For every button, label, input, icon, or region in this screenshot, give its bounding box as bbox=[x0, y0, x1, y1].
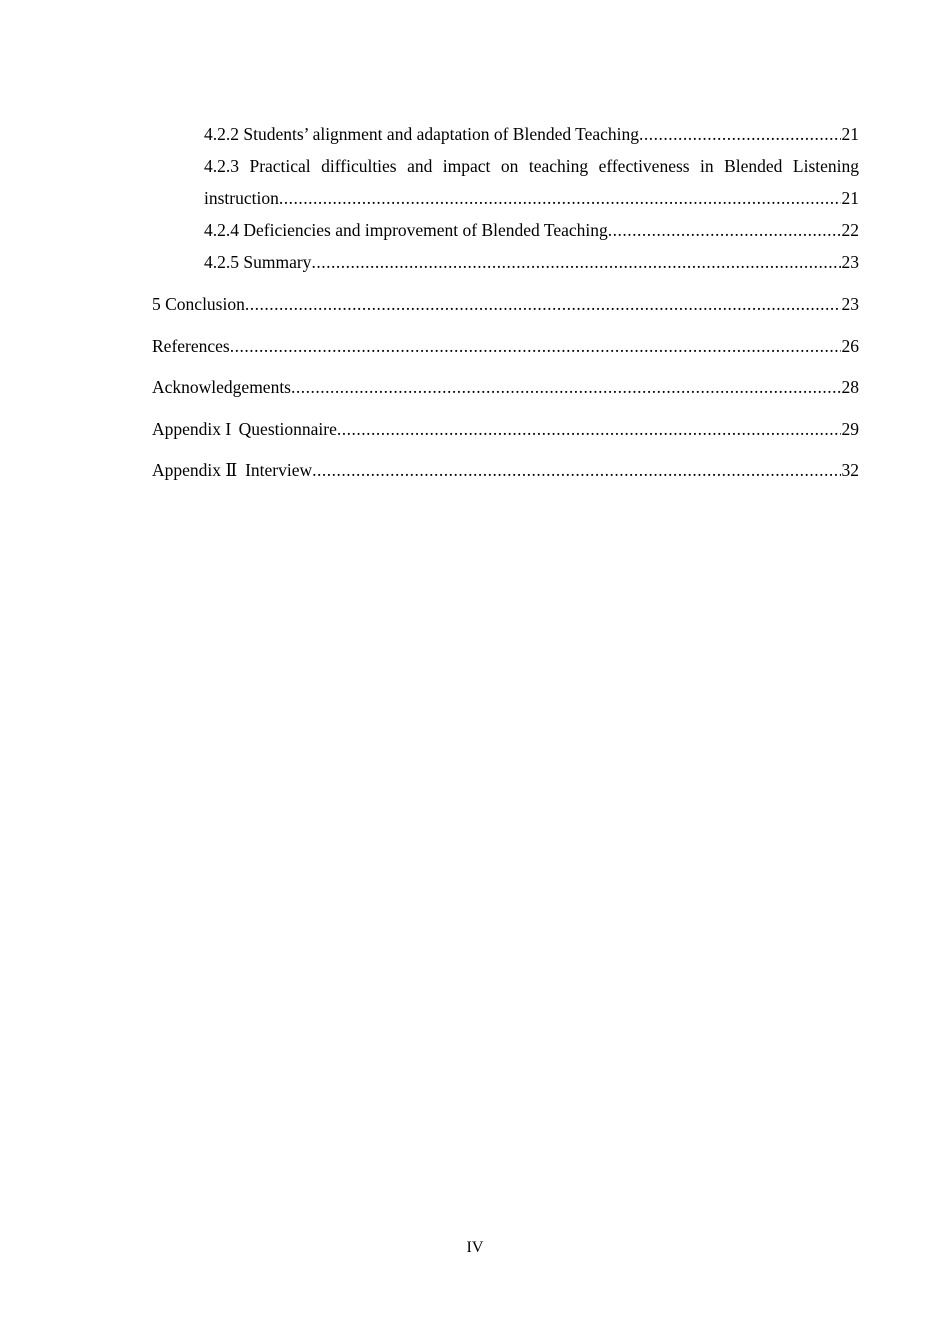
toc-entry-4-2-3[interactable] bbox=[152, 182, 859, 214]
toc-entry-4-2-2[interactable] bbox=[152, 118, 859, 150]
toc-leader-dots bbox=[608, 214, 841, 246]
toc-leader-dots bbox=[230, 326, 841, 368]
toc-entry-page: 22 bbox=[841, 220, 859, 240]
page-number: IV bbox=[466, 1239, 484, 1256]
toc-entry-4-2-3-line1[interactable] bbox=[152, 150, 859, 182]
toc-entry-page: 21 bbox=[841, 124, 859, 144]
toc-entry-title-line1: 4.2.3 Practical difficulties and impact on teaching effectiveness in Blended Listening bbox=[204, 156, 859, 176]
toc-entry-title: References bbox=[152, 335, 230, 356]
toc-leader-dots bbox=[337, 409, 841, 451]
toc-entry-title: Interview bbox=[245, 460, 313, 480]
toc-entry-page: 28 bbox=[841, 377, 859, 397]
toc-entry-acknowledgements[interactable] bbox=[152, 367, 859, 409]
toc-entry-page: 29 bbox=[841, 418, 859, 439]
toc-entry-title: 4.2.4 Deficiencies and improvement of Blended Teaching bbox=[204, 220, 608, 240]
toc-entry-title: 5 Conclusion bbox=[152, 294, 245, 314]
table-of-contents bbox=[152, 118, 859, 492]
toc-entry-page: 26 bbox=[841, 335, 859, 356]
toc-entry-title: 4.2.2 Students’ alignment and adaptation of Blended Teaching bbox=[204, 124, 640, 144]
toc-entry-label: Appendix Ⅱ bbox=[152, 460, 238, 480]
toc-entry-title: Questionnaire bbox=[238, 418, 337, 439]
toc-leader-dots bbox=[312, 450, 840, 492]
toc-entry-references[interactable] bbox=[152, 326, 859, 368]
toc-leader-dots bbox=[245, 284, 841, 326]
page-footer bbox=[0, 1239, 950, 1257]
toc-leader-dots bbox=[279, 182, 841, 214]
toc-entry-title: 4.2.5 Summary bbox=[204, 252, 312, 272]
toc-entry-4-2-4[interactable] bbox=[152, 214, 859, 246]
toc-entry-conclusion[interactable] bbox=[152, 284, 859, 326]
toc-entry-page: 21 bbox=[841, 188, 859, 208]
toc-entry-title: instruction bbox=[204, 188, 279, 208]
toc-leader-dots bbox=[639, 118, 840, 150]
toc-entry-title: Acknowledgements bbox=[152, 377, 291, 397]
toc-leader-dots bbox=[291, 367, 841, 409]
toc-entry-label: Appendix I bbox=[152, 418, 232, 439]
toc-entry-4-2-5[interactable] bbox=[152, 246, 859, 278]
toc-entry-page: 32 bbox=[841, 460, 859, 480]
toc-entry-appendix-2[interactable] bbox=[152, 450, 859, 492]
toc-leader-dots bbox=[311, 246, 840, 278]
toc-entry-page: 23 bbox=[841, 252, 859, 272]
toc-entry-appendix-1[interactable] bbox=[152, 409, 859, 451]
toc-entry-page: 23 bbox=[841, 294, 859, 314]
